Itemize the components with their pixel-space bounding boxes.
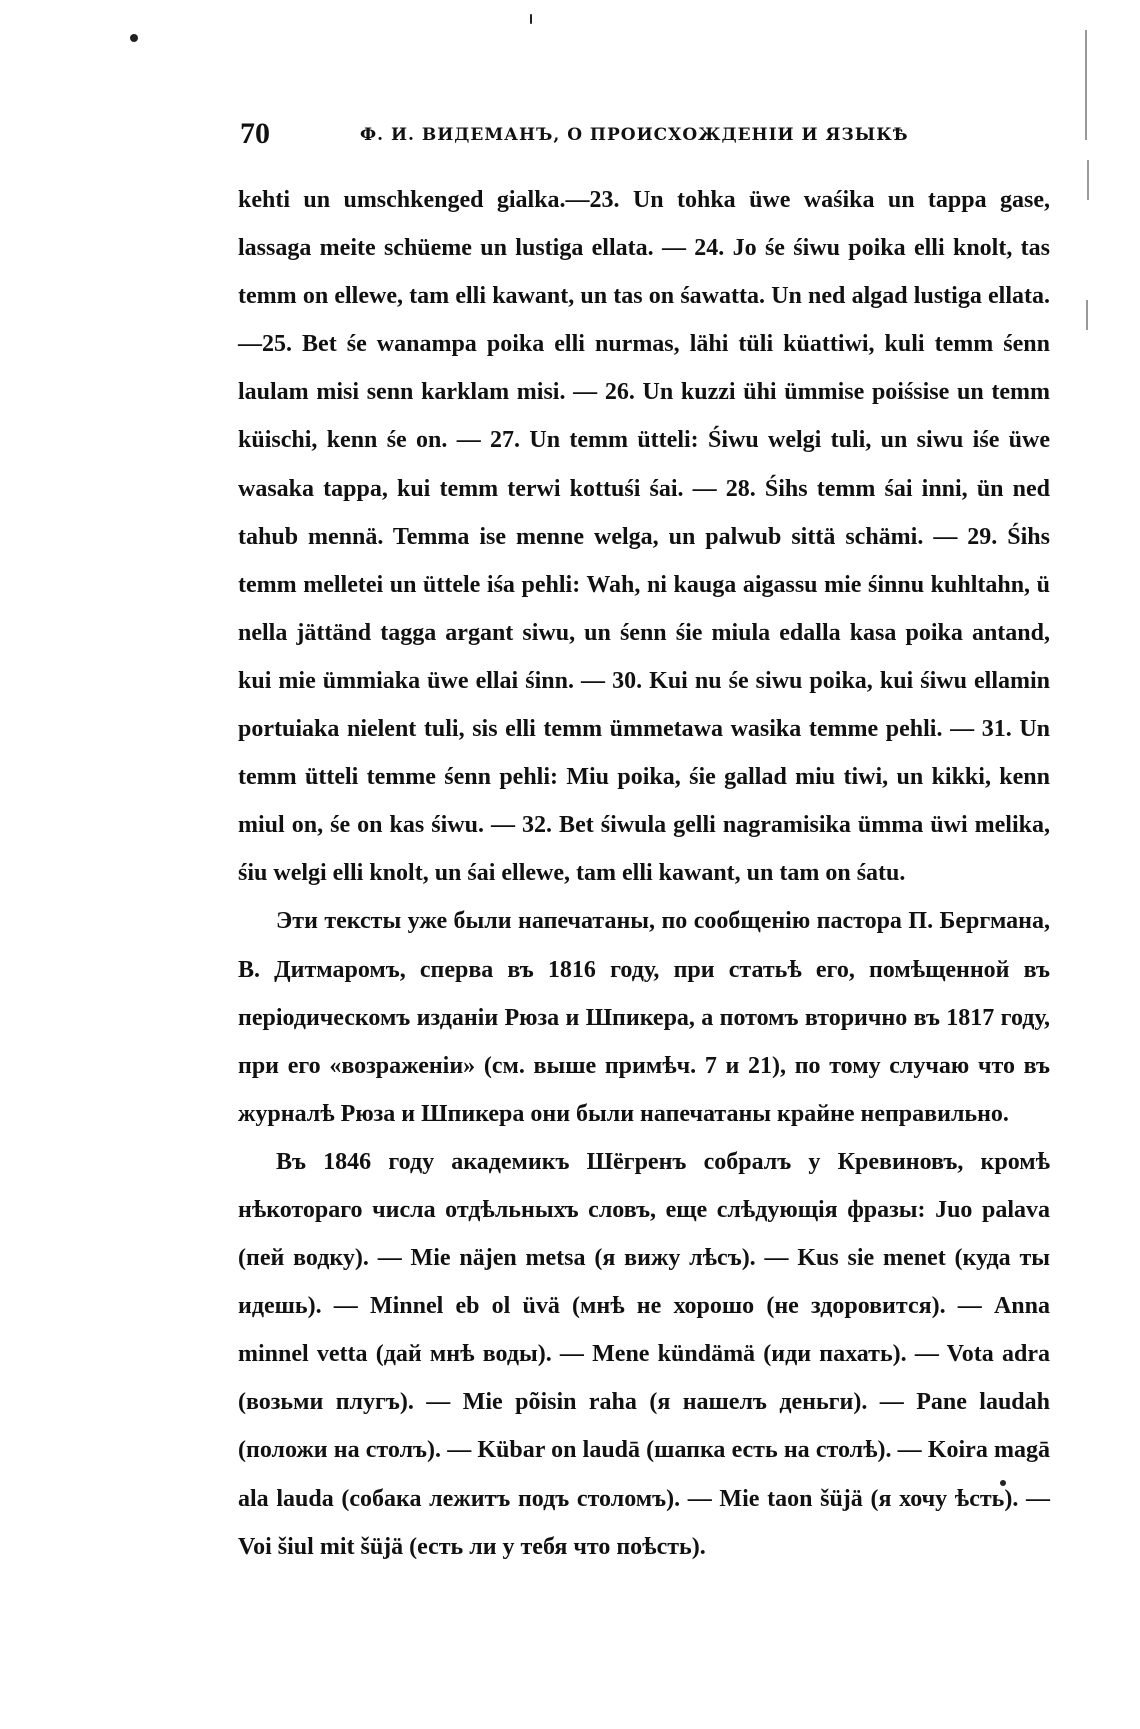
estonian-text-paragraph: kehti un umschkenged gialka.—23. Un tohka üwe waśika un tappa gase, lassaga meite schüeme un lustiga ellata. — 24. Jo śe śiwu poika elli knolt, tas temm on ellewe, tam elli kawant, un tas on śawatta. Un ned algad lustiga ellata.—25. Bet śe wanampa poika elli nurmas, lähi tüli küattiwi, kuli temm śenn laulam misi senn karklam misi. — 26. Un kuzzi ühi ümmise poiśsise un temm küischi, kenn śe on. — 27. Un temm ütteli: Śiwu welgi tuli, un siwu iśe üwe wasaka tappa, kui temm terwi kottuśi śai. — 28. Śihs temm śai inni, ün ned tahub mennä. Temma ise menne welga, un palwub sittä schämi. — 29. Śihs temm melletei un üttele iśa pehli: Wah, ni kauga aigassu mie śinnu kuhltahn, ü nella jättänd tagga argant siwu, un śenn śie miula edalla kasa poika antand, kui mie ümmiaka üwe ellai śinn. — 30. Kui nu śe siwu poika, kui śiwu ellamin portuiaka nielent tuli, sis elli temm ümmetawa wasika temme pehli. — 31. Un temm ütteli temme śenn pehli: Miu poika, śie gallad miu tiwi, un kikki, kenn miul on, śe on kas śiwu. — 32. Bet śiwula gelli nagramisika ümma üwi melika, śiu welgi elli knolt, un śai ellewe, tam elli kawant, un tam on śatu. <box>238 187 1050 887</box>
scan-speck <box>530 14 532 24</box>
page-header <box>240 117 1000 157</box>
running-title: Ф. И. ВИДЕМАНЪ, О ПРОИСХОЖДЕНІИ И ЯЗЫКѢ <box>360 125 909 145</box>
page-edge-line <box>1085 30 1087 140</box>
commentary-paragraph: Эти тексты уже были напечатаны, по сообщенію пастора П. Бергмана, В. Дитмаромъ, сперва въ 1816 году, при статьѣ его, помѣщенной въ періодическомъ изданіи Рюза и Шпикера, а потомъ вторично въ 1817 году, при его «возраженіи» (см. выше примѣч. 7 и 21), по тому случаю что въ журналѣ Рюза и Шпикера они были напечатаны крайне неправильно. <box>238 908 1050 1127</box>
page-body <box>238 176 1050 1571</box>
page-edge-line <box>1086 300 1088 330</box>
phrases-paragraph: Въ 1846 году академикъ Шёгренъ собралъ у Кревиновъ, кромѣ нѣкотораго числа отдѣльныхъ словъ, еще слѣдующія фразы: Juo palava (пей водку). — Mie näjen metsa (я вижу лѣсъ). — Kus sie menet (куда ты идешь). — Minnel eb ol üvä (мнѣ не хорошо (не здоровится). — Anna minnel vetta (дай мнѣ воды). — Mene kündämä (иди пахать). — Vota adra (возьми плугъ). — Mie põisin raha (я нашелъ деньги). — Pane laudah (положи на столъ). — Kübar on laudā (шапка есть на столѣ). — Koira magā ala lauda (собака лежитъ подъ столомъ). — Mie taon šüjä (я хочу ѣсть). — Voi šiul mit šüjä (есть ли у тебя что поѣсть). <box>238 1148 1050 1560</box>
page-number: 70 <box>240 117 270 150</box>
scan-speck <box>130 34 138 42</box>
page-edge-line <box>1087 160 1089 200</box>
